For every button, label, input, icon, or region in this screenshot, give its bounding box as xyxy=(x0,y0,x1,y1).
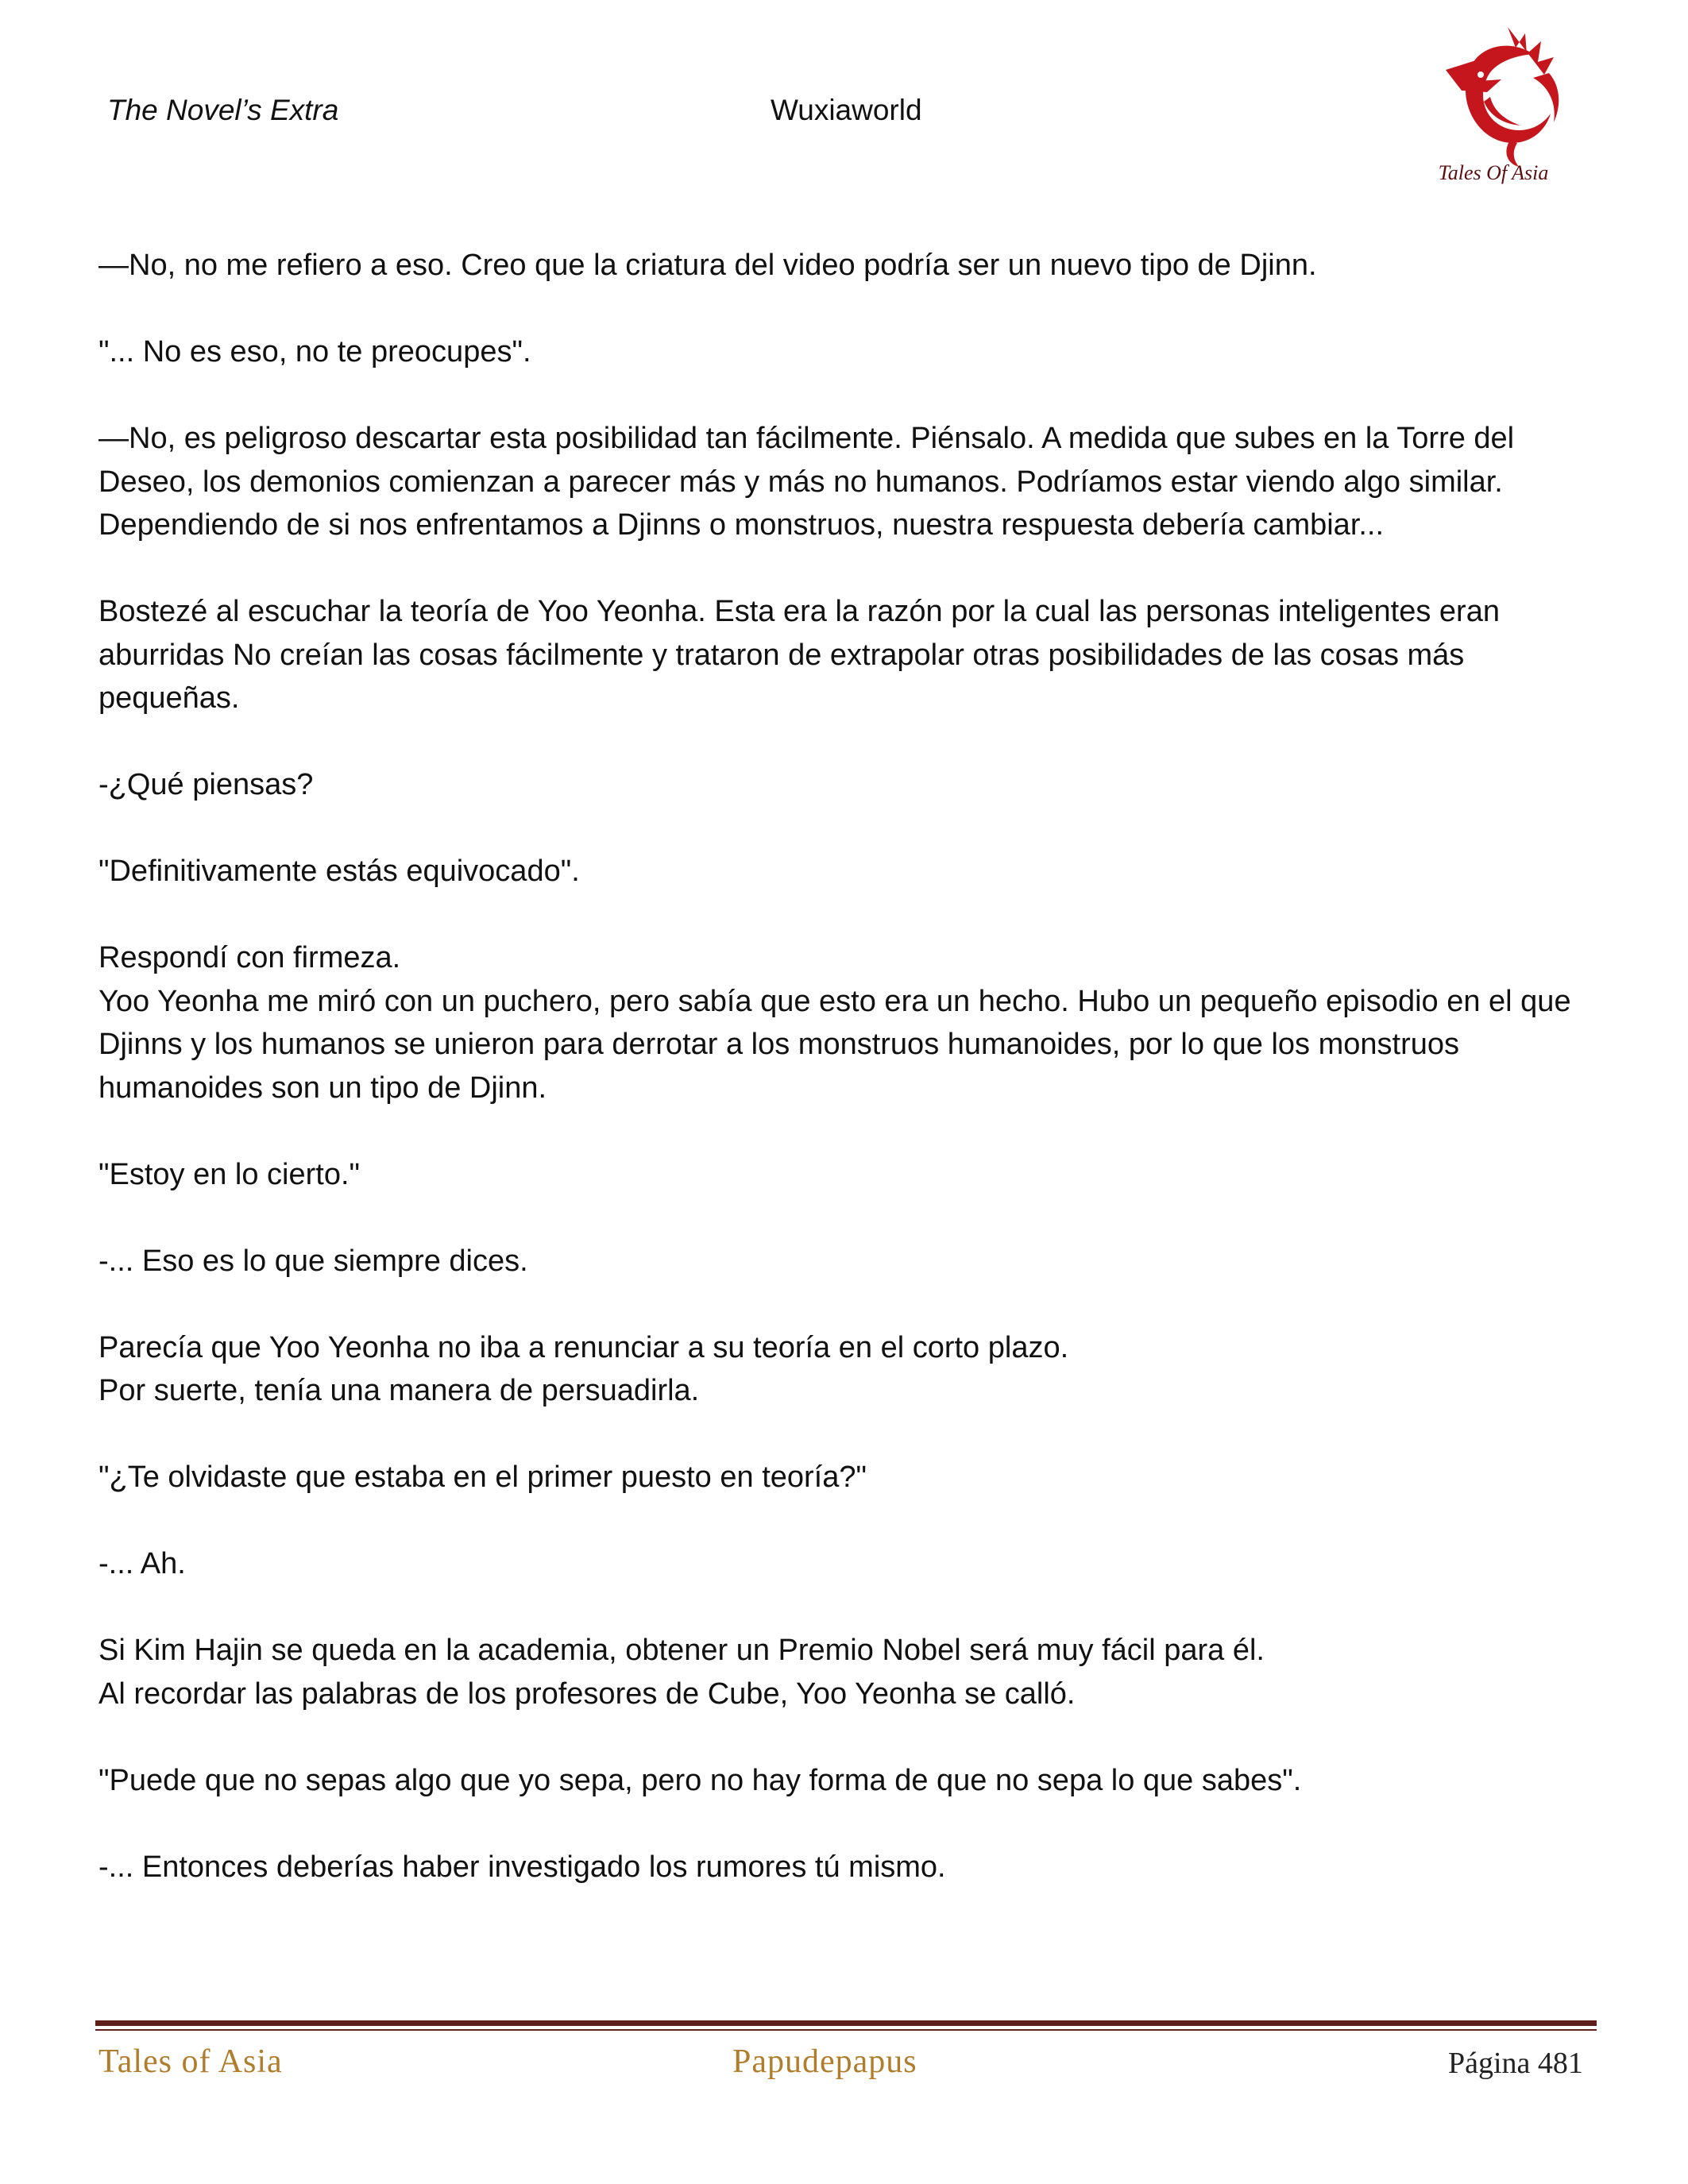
paragraph: -... Entonces deberías haber investigado los rumores tú mismo. xyxy=(98,1850,946,1884)
paragraph: Yoo Yeonha me miró con un puchero, pero sabía que esto era un hecho. Hubo un pequeño episodio en el que Djinns y los humanos se unieron para derrotar a los monstruos humanoides, por lo que los monstruos humanoides son un tipo de Djinn. xyxy=(98,984,1571,1105)
paragraph: Al recordar las palabras de los profesores de Cube, Yoo Yeonha se calló. xyxy=(98,1677,1076,1711)
paragraph: —No, no me refiero a eso. Creo que la criatura del video podría ser un nuevo tipo de Djinn. xyxy=(98,249,1317,282)
paragraph: "Definitivamente estás equivocado". xyxy=(98,855,580,888)
paragraph: Parecía que Yoo Yeonha no iba a renunciar a su teoría en el corto plazo. xyxy=(98,1330,1069,1364)
page-number: Página 481 xyxy=(1448,2047,1583,2080)
paragraph: "Puede que no sepas algo que yo sepa, pero no hay forma de que no sepa lo que sabes". xyxy=(98,1763,1302,1797)
footer-publisher: Tales of Asia xyxy=(98,2043,283,2080)
footer-divider-thin xyxy=(95,2029,1597,2031)
logo-text: Tales Of Asia xyxy=(1438,161,1549,184)
paragraph: -¿Qué piensas? xyxy=(98,768,314,801)
header-novel-title: The Novel’s Extra xyxy=(107,94,339,126)
paragraph: Bostezé al escuchar la teoría de Yoo Yeonha. Esta era la razón por la cual las personas inteligentes eran aburridas No creían las cosas fácilmente y trataron de extrapolar otras posibilidades de las cosas más pequeñas. xyxy=(98,595,1500,715)
footer-divider xyxy=(95,2020,1597,2026)
paragraph: Por suerte, tenía una manera de persuadirla. xyxy=(98,1374,700,1407)
paragraph: —No, es peligroso descartar esta posibilidad tan fácilmente. Piénsalo. A medida que subes en la Torre del Deseo, los demonios comienzan a parecer más y más no humanos. Podríamos estar viendo algo similar. Dependiendo de si nos enfrentamos a Djinns o monstruos, nuestra respuesta debería cambiar... xyxy=(98,422,1515,542)
paragraph: Si Kim Hajin se queda en la academia, obtener un Premio Nobel será muy fácil para él. xyxy=(98,1634,1265,1667)
dragon-logo-icon xyxy=(1414,22,1573,189)
footer-translator: Papudepapus xyxy=(732,2043,917,2080)
paragraph: Respondí con firmeza. xyxy=(98,941,401,974)
chapter-body xyxy=(98,244,1592,1932)
paragraph: "... No es eso, no te preocupes". xyxy=(98,335,531,369)
paragraph: "¿Te olvidaste que estaba en el primer puesto en teoría?" xyxy=(98,1461,867,1494)
paragraph: -... Ah. xyxy=(98,1547,186,1580)
header-site-name: Wuxiaworld xyxy=(771,94,922,126)
paragraph: "Estoy en lo cierto." xyxy=(98,1157,361,1191)
tales-of-asia-logo xyxy=(1414,22,1573,189)
paragraph: -... Eso es lo que siempre dices. xyxy=(98,1244,528,1278)
